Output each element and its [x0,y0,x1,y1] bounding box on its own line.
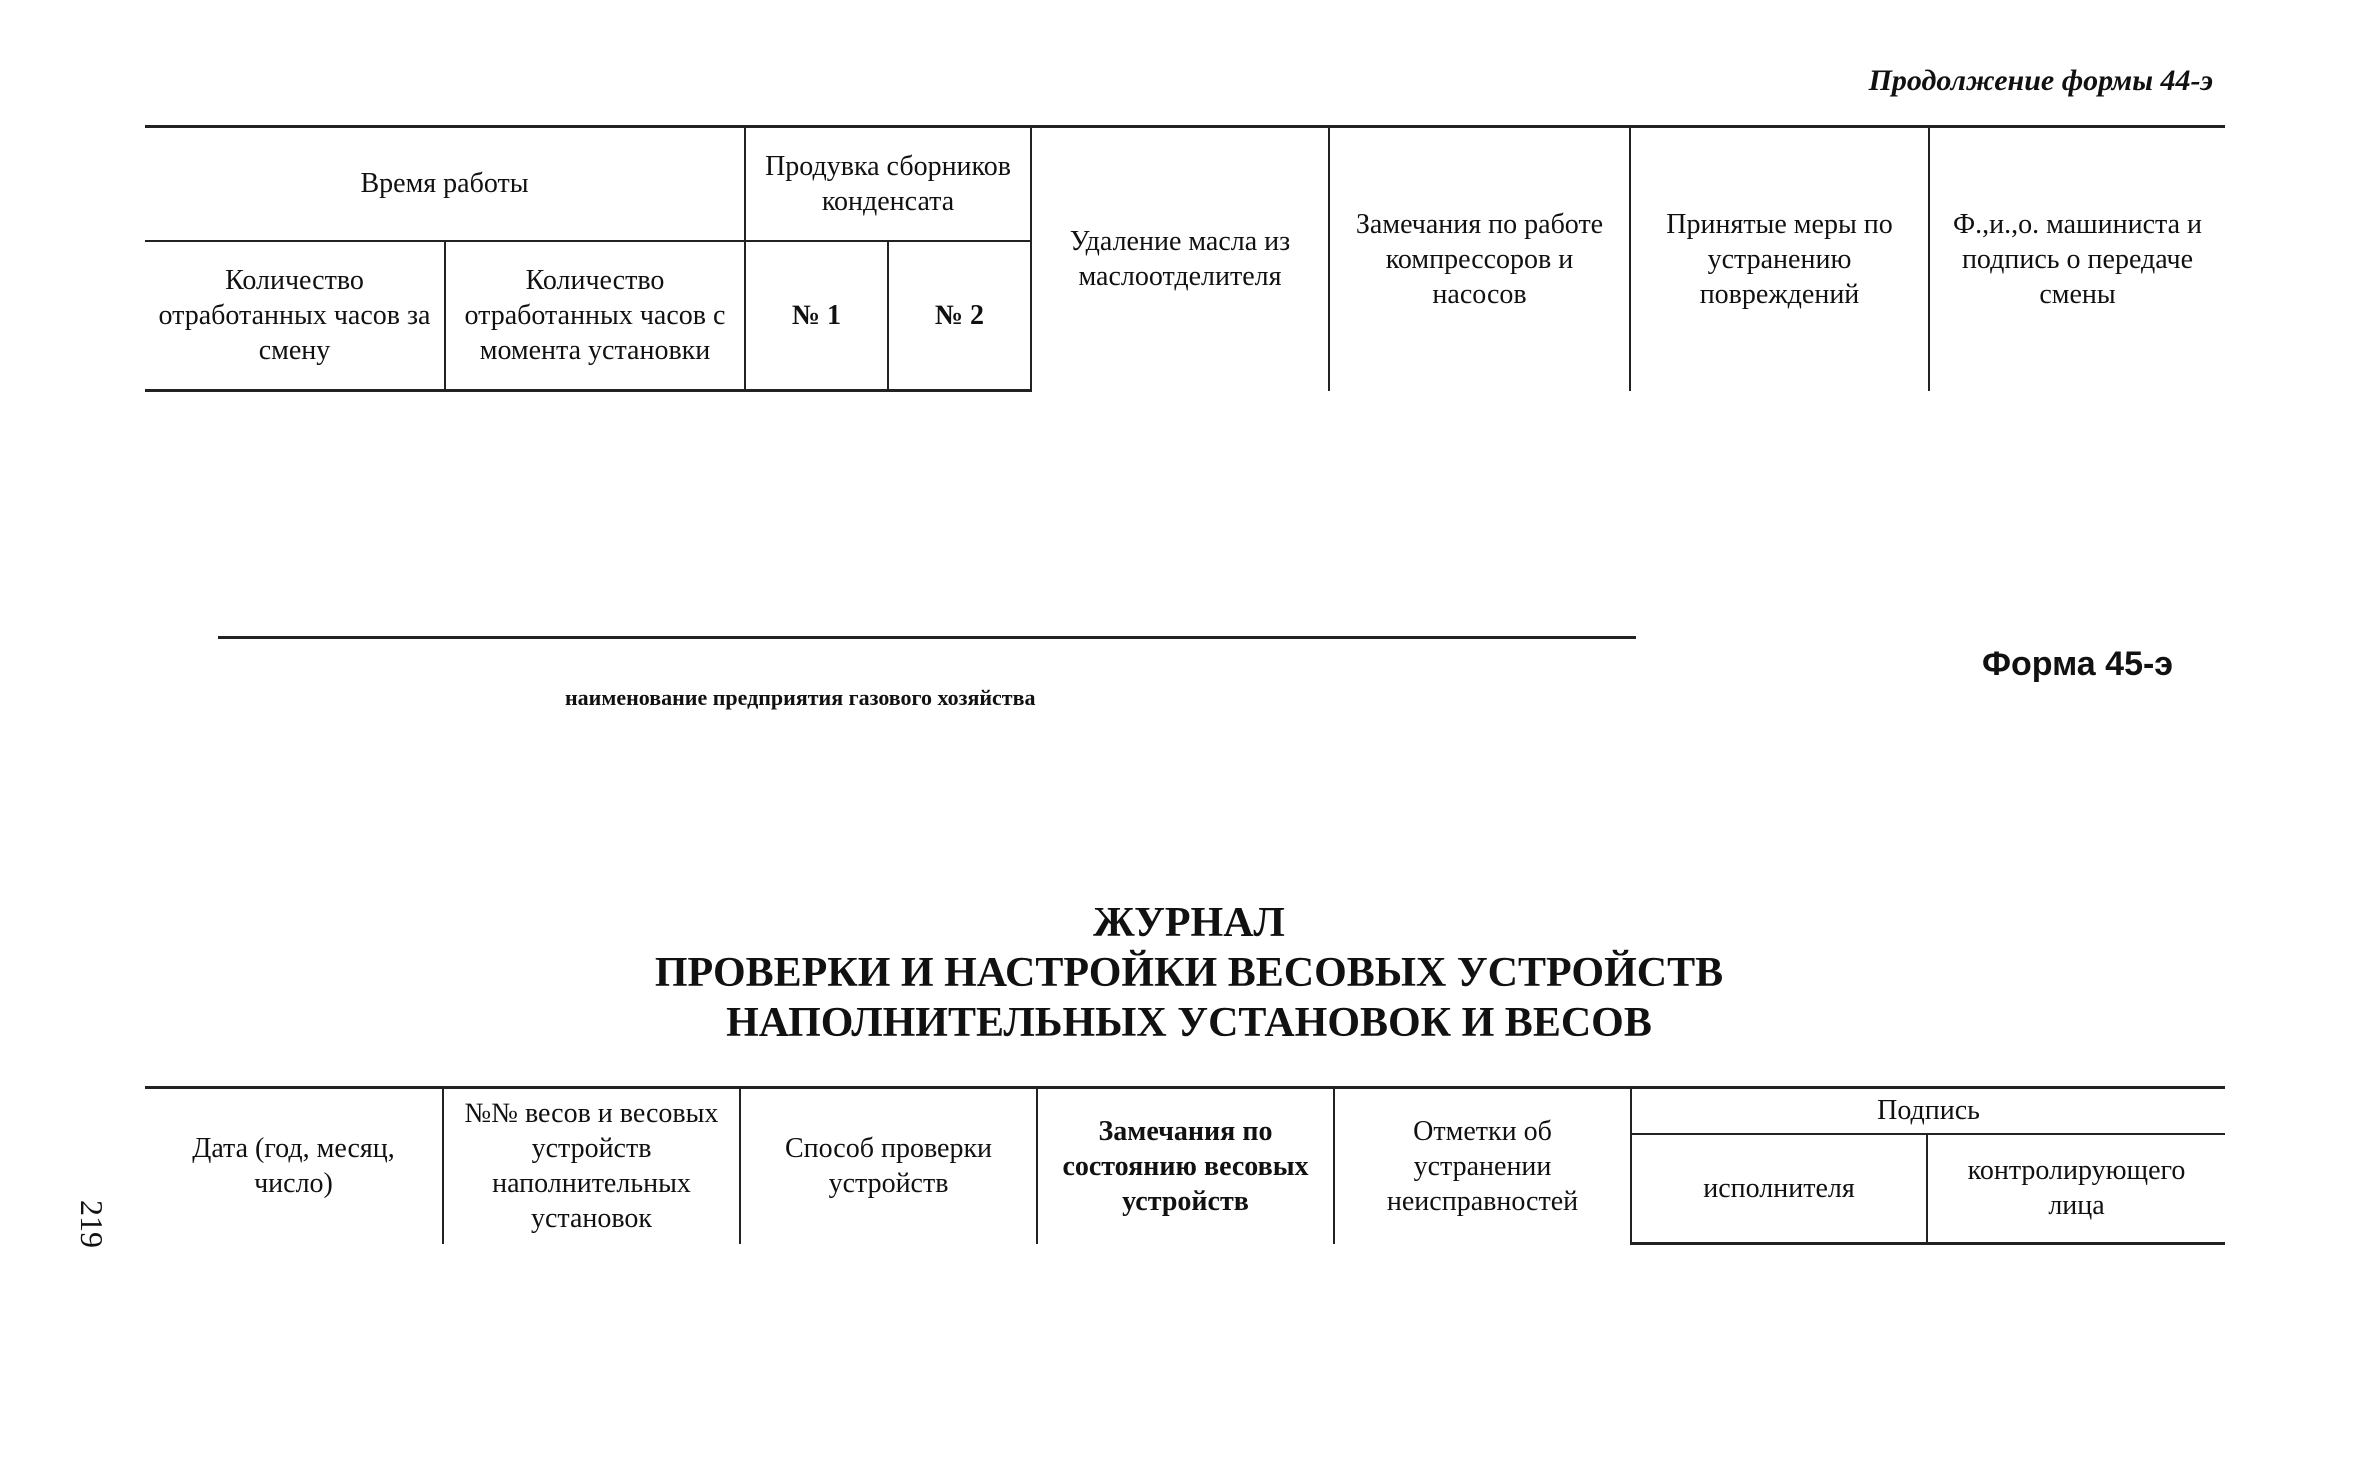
scales-number-header: №№ весов и весовых устройств наполнительных установок [443,1088,740,1244]
continuation-caption: Продолжение формы 44-э [1868,64,2213,97]
measures-header: Принятые меры по устранению повреждений [1630,127,1929,391]
enterprise-name-caption: наименование предприятия газового хозяйства [565,685,1036,710]
oil-removal-header: Удаление масла из маслоотделителя [1031,127,1329,391]
enterprise-name-line [218,636,1636,639]
scales-remarks-header: Замечания по состоянию весовых устройств [1037,1088,1334,1244]
purge-no2-header: № 2 [888,241,1031,391]
form-44-table [145,125,2225,392]
journal-title-line2: ПРОВЕРКИ И НАСТРОЙКИ ВЕСОВЫХ УСТРОЙСТВ [654,950,1724,996]
controller-header: контролирующего лица [1927,1134,2225,1244]
page-number: 219 [74,1200,110,1248]
journal-title-line1: ЖУРНАЛ [1093,900,1285,946]
work-time-header: Время работы [145,127,745,241]
journal-title-line3: НАПОЛНИТЕЛЬНЫХ УСТАНОВОК И ВЕСОВ [726,1000,1652,1046]
check-method-header: Способ проверки устройств [740,1088,1037,1244]
purge-header: Продувка сборников конденсата [745,127,1031,241]
form-45-table [145,1086,2225,1245]
signature-header: Подпись [1631,1088,2225,1134]
executor-header: исполнителя [1631,1134,1927,1244]
hours-shift-header: Количество отработанных часов за смену [145,241,445,391]
remarks-header: Замечания по работе компрессоров и насосов [1329,127,1630,391]
form-45-label: Форма 45-э [1982,645,2174,683]
operator-signature-header: Ф.,и.,о. машиниста и подпись о передаче смены [1929,127,2225,391]
purge-no1-header: № 1 [745,241,888,391]
date-header: Дата (год, месяц, число) [145,1088,443,1244]
hours-install-header: Количество отработанных часов с момента установки [445,241,745,391]
fault-marks-header: Отметки об устранении неисправностей [1334,1088,1631,1244]
